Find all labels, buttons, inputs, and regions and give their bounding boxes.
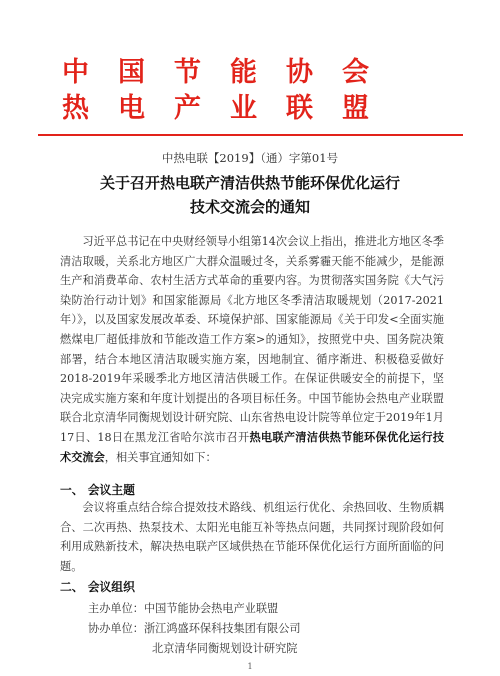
notice-title-line-2: 技术交流会的通知 [189,198,310,216]
host-unit-line [88,600,278,616]
meeting-name-highlight: 热电联产清洁供热节能环保优化运行技术交流会 [60,429,444,464]
host-label: 主办单位： [88,602,144,615]
section-heading-theme: 一、 会议主题 [60,483,135,497]
document-number: 中热电联【2019】（通）字第01号 [161,151,339,165]
page-number: 1 [247,662,253,671]
org-name-line-1: 中国节能协会 [62,57,398,88]
cohost-unit-line-2 [152,640,297,656]
intro-text: 习近平总书记在中央财经领导小组第14次会议上指出，推进北方地区冬季清洁取暖，关系北方地区广大群众温暖过冬，关系雾霾天能不能减少，是能源生产和消费革命、农村生活方式革命的重要内容。为贯彻落实国务院《大气污染防治行动计划》和国家能源局《北方地区冬季清洁取暖规划（2017-2021年）》，以及国家发展改革委、环境保护部、国家能源局《关于印发<全面实施燃煤电厂超低排放和节能改造工作方案>的通知》，按照党中央、国务院决策部署，结合本地区清洁取暖实施方案，因地制宜、循序渐进、积极稳妥做好2018-2019年采暖季北方地区清洁供暖工作。在保证供暖安全的前提下，坚决完成实施方案和年度计划提出的各项目标任务。中国节能协会热电产业联盟联合北京清华同衡规划设计研究院、山东省热电设计院等单位定于2019年1月17日、18日在黑龙江省哈尔滨市召开 [60,235,444,444]
cohost-name-1: 浙江鸿盛环保科技集团有限公司 [143,622,301,635]
theme-text: 会议将重点结合综合提效技术路线、机组运行优化、余热回收、生物质耦合、二次再热、热泵技术、太阳光电能互补等热点问题，共同探讨现阶段如何利用成熟新技术，解决热电联产区域供热在节能环保优化运行方面所面临的问题。 [60,501,444,573]
org-name-line-2: 热电产业联盟 [62,93,398,124]
host-name: 中国节能协会热电产业联盟 [143,602,279,615]
header-red-rule [38,134,463,136]
section-heading-organization: 二、 会议组织 [60,580,135,594]
cohost-name-2: 北京清华同衡规划设计研究院 [152,642,298,655]
notice-title-line-1: 关于召开热电联产清洁供热节能环保优化运行 [99,174,400,192]
cohost-unit-line [88,620,301,636]
intro-paragraph [60,232,444,467]
intro-text-end: ，相关事宜通知如下： [104,450,217,464]
theme-paragraph [60,498,444,576]
cohost-label: 协办单位： [88,622,144,635]
